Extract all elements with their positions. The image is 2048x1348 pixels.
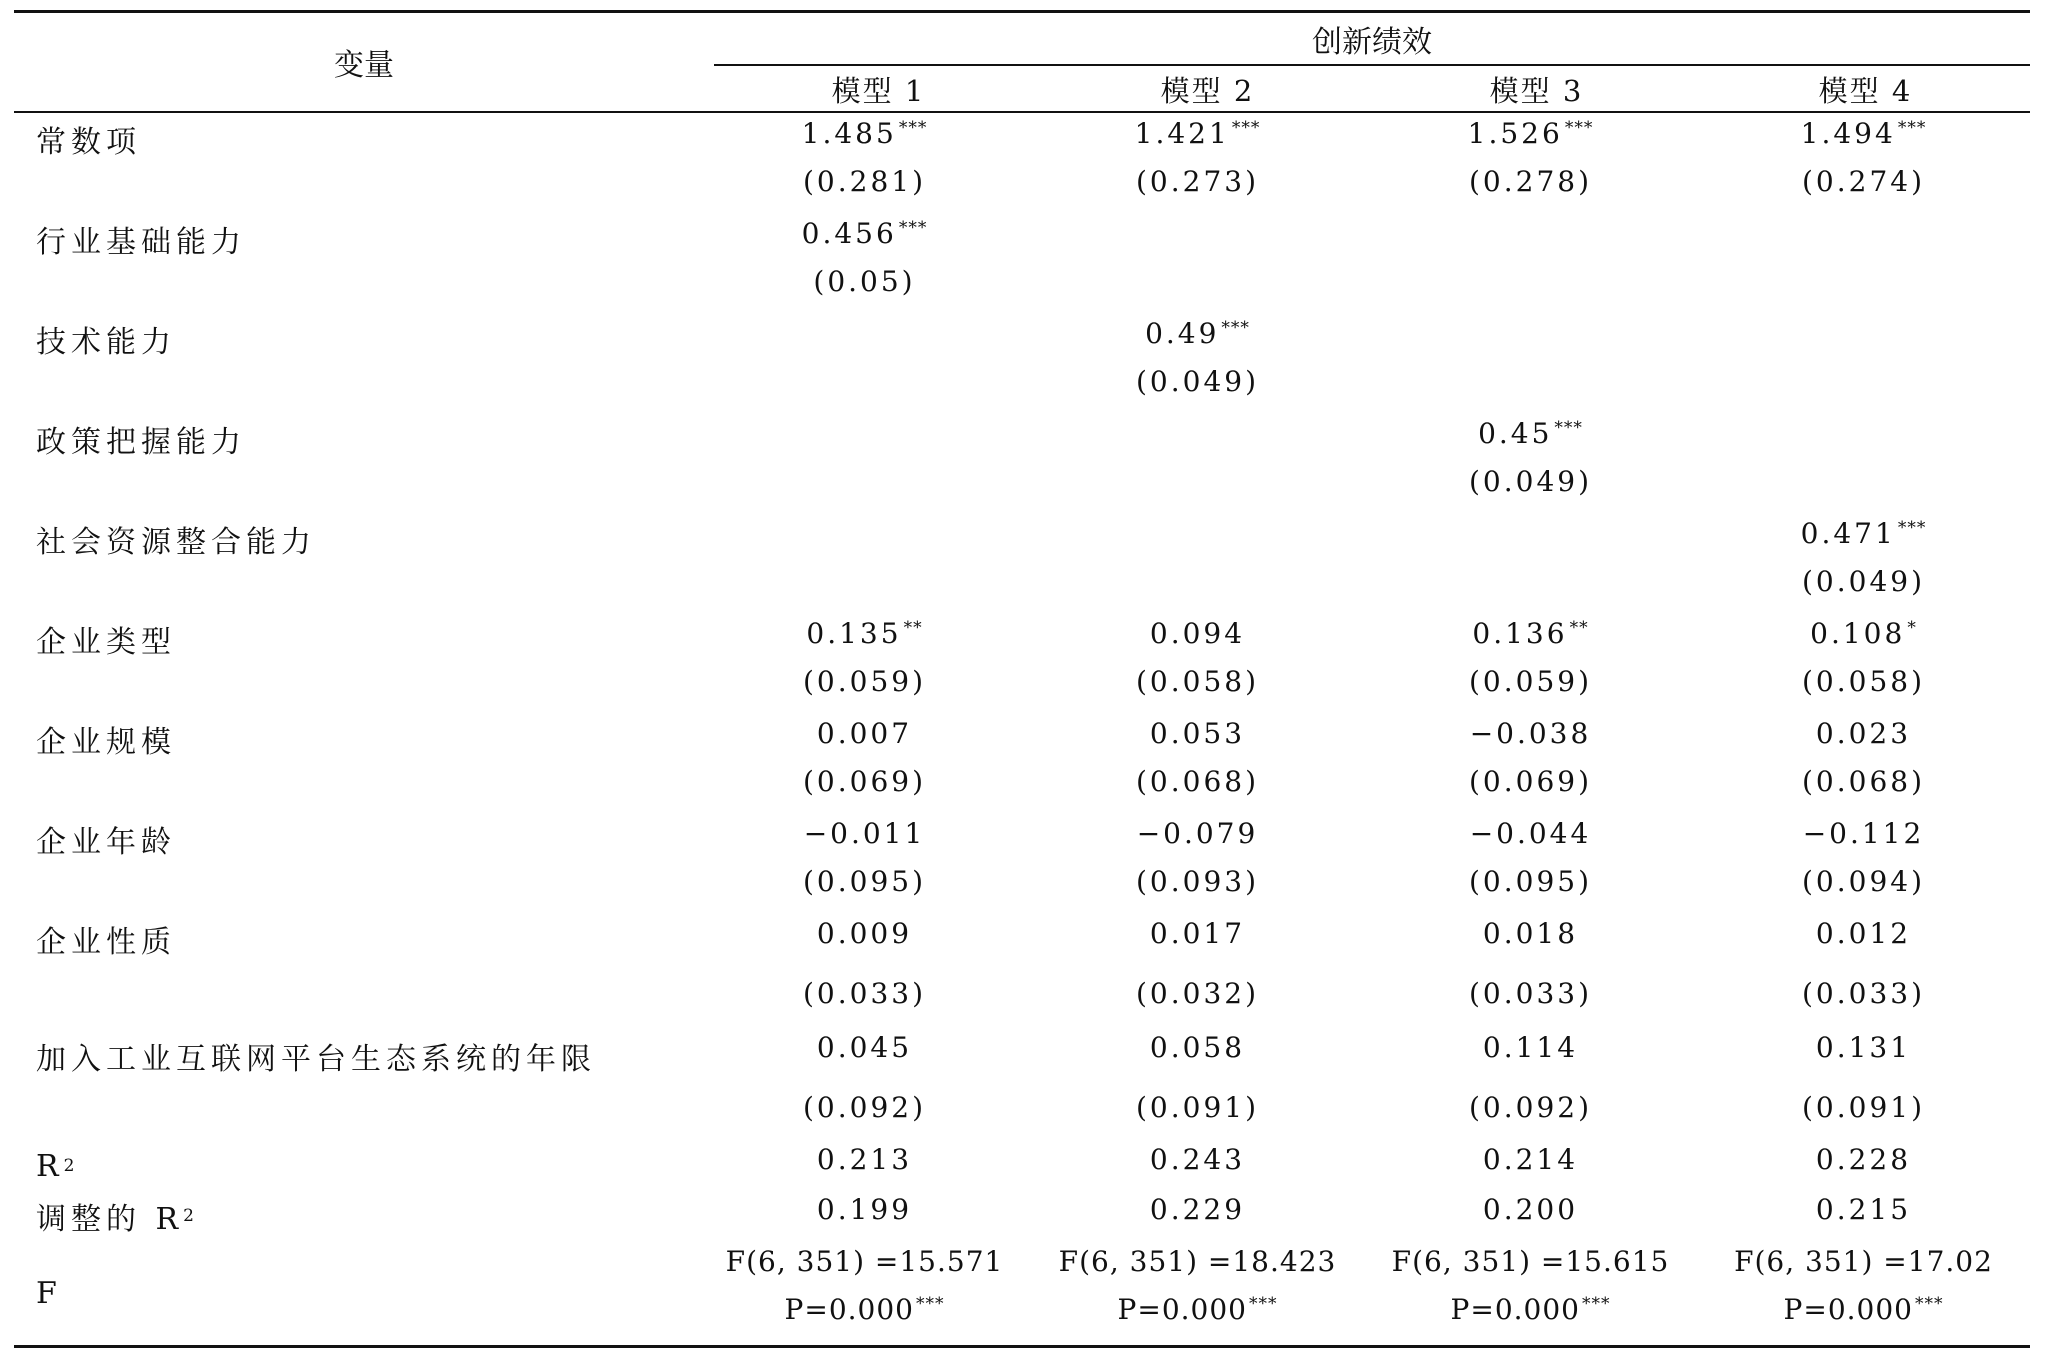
p-sig: *** [915,1293,945,1314]
model-2-cell [1031,213,1364,313]
coefficient [1031,717,1364,750]
standard-error: (0.095) [1468,865,1592,898]
standard-error: (0.049) [1801,565,1925,598]
group-rule [714,64,2030,66]
coefficient [1364,117,1697,150]
f-stat: F(6, 351) =18.423 [1058,1245,1337,1278]
significance-marker: * [1907,617,1917,638]
coefficient-value: 0.009 [816,917,913,950]
standard-error: (0.069) [1468,765,1592,798]
coefficient [698,717,1031,750]
f-stat: F(6, 351) =15.615 [1391,1245,1670,1278]
coefficient-value: 0.131 [1815,1031,1912,1064]
r2-value: 0.228 [1815,1143,1912,1176]
table-row [14,313,2030,413]
coefficient-value: −0.038 [1469,717,1592,750]
significance-marker: *** [1897,117,1927,138]
coefficient-value: 0.018 [1482,917,1579,950]
table-row [14,613,2030,713]
standard-error: (0.094) [1801,865,1925,898]
adj-r2-label [14,1191,698,1241]
model-3-cell [1364,1027,1697,1141]
model-3-cell [1364,113,1697,213]
p-sig: *** [1248,1293,1278,1314]
coefficient [1364,917,1697,950]
coefficient [698,817,1031,850]
model-2-cell [1031,313,1364,413]
model-3-cell [1364,513,1697,613]
coefficient [1697,717,2030,750]
row-label: 政策把握能力 [36,425,246,460]
p-value-text: P=0.000 [1450,1293,1580,1326]
coefficient [1031,617,1364,650]
model-3-cell [1364,413,1697,513]
standard-error: (0.095) [802,865,926,898]
standard-error: (0.278) [1468,165,1592,198]
coefficient-value: 0.45 [1478,417,1553,450]
significance-marker: *** [1564,117,1594,138]
f-stat: F(6, 351) =15.571 [725,1245,1004,1278]
model-3-header: 模型 3 [1489,74,1584,108]
adj-r2-row [14,1191,2030,1241]
coefficient-value: 0.136 [1472,617,1568,650]
coefficient-value: 1.485 [801,117,897,150]
model-3-cell [1364,913,1697,1027]
standard-error: (0.033) [802,977,926,1010]
model-4-cell [1697,1027,2030,1141]
coefficient [1364,1031,1697,1064]
significance-marker: *** [1897,517,1927,538]
model-1-cell [698,413,1031,513]
row-label: 技术能力 [36,325,176,360]
table-row [14,913,2030,1027]
coefficient [1364,417,1697,450]
coefficient-value: 0.012 [1815,917,1912,950]
standard-error: (0.092) [1468,1091,1592,1124]
p-value-text: P=0.000 [1783,1293,1913,1326]
coefficient [1697,117,2030,150]
row-label: 行业基础能力 [36,225,246,260]
coefficient-value: 0.108 [1810,617,1906,650]
model-3-cell [1364,313,1697,413]
significance-marker: *** [1554,417,1583,438]
coefficient [1031,1031,1364,1064]
row-label: 企业性质 [36,925,176,960]
table-row [14,1027,2030,1141]
coefficient-value: 0.114 [1482,1031,1579,1064]
coefficient [698,617,1031,650]
row-label: 社会资源整合能力 [36,525,316,560]
p-sig: *** [1914,1293,1944,1314]
model-3-cell [1364,813,1697,913]
standard-error: (0.032) [1135,977,1259,1010]
coefficient [1031,317,1364,350]
coefficient-value: −0.112 [1802,817,1925,850]
coefficient [1031,917,1364,950]
coefficient-value: 1.421 [1134,117,1230,150]
coefficient-value: 1.494 [1800,117,1896,150]
adj-r2-value: 0.200 [1482,1193,1579,1226]
coefficient [1697,617,2030,650]
table-header [14,13,2030,111]
model-2-cell [1031,713,1364,813]
table-body [14,113,2030,1141]
significance-marker: ** [1569,617,1589,638]
row-label: 加入工业互联网平台生态系统的年限 [36,1042,596,1077]
model-4-cell [1697,713,2030,813]
p-value [698,1293,1031,1326]
model-1-cell [698,213,1031,313]
r2-row [14,1141,2030,1191]
row-label: 企业类型 [36,625,176,660]
significance-marker: *** [898,217,928,238]
standard-error: (0.059) [1468,665,1592,698]
coefficient-value: 0.471 [1800,517,1896,550]
f-label: F [36,1275,62,1311]
model-4-cell [1697,513,2030,613]
coefficient [698,217,1031,250]
model-3-cell [1364,713,1697,813]
coefficient-value: 0.007 [816,717,913,750]
coefficient-value: −0.079 [1136,817,1259,850]
adj-r2-value: 0.229 [1149,1193,1246,1226]
f-stat: F(6, 351) =17.02 [1734,1245,1993,1278]
model-2-cell [1031,513,1364,613]
model-4-cell [1697,913,2030,1027]
standard-error: (0.058) [1135,665,1259,698]
r2-value: 0.214 [1482,1143,1579,1176]
coefficient-value: 0.017 [1149,917,1246,950]
r2-label-text: R [36,1148,64,1184]
standard-error: (0.091) [1801,1091,1925,1124]
model-2-cell [1031,613,1364,713]
model-3-cell [1364,213,1697,313]
p-sig: *** [1581,1293,1611,1314]
standard-error: (0.068) [1801,765,1925,798]
coefficient-value: −0.011 [803,817,926,850]
coefficient-value: 0.023 [1815,717,1912,750]
coefficient [1031,117,1364,150]
model-2-cell [1031,913,1364,1027]
coefficient-value: 1.526 [1467,117,1563,150]
p-value-text: P=0.000 [1117,1293,1247,1326]
regression-table [14,10,2030,1348]
variable-header: 变量 [334,48,394,83]
model-3-cell [1364,613,1697,713]
coefficient [1697,517,2030,550]
model-2-cell [1031,413,1364,513]
table-row [14,513,2030,613]
standard-error: (0.091) [1135,1091,1259,1124]
f-row [14,1241,2030,1345]
coefficient-value: −0.044 [1469,817,1592,850]
significance-marker: *** [898,117,928,138]
table-row [14,113,2030,213]
r2-value: 0.213 [816,1143,913,1176]
p-value [1364,1293,1697,1326]
coefficient-value: 0.49 [1145,317,1220,350]
standard-error: (0.058) [1801,665,1925,698]
table-row [14,813,2030,913]
p-value-text: P=0.000 [784,1293,914,1326]
coefficient [1364,717,1697,750]
significance-marker: ** [903,617,923,638]
model-2-cell [1031,1027,1364,1141]
p-value [1697,1293,2030,1326]
coefficient [1031,817,1364,850]
model-2-cell [1031,813,1364,913]
standard-error: (0.05) [813,265,916,298]
coefficient-value: 0.135 [806,617,902,650]
model-1-cell [698,313,1031,413]
coefficient [1364,617,1697,650]
standard-error: (0.033) [1801,977,1925,1010]
r2-label-sup: 2 [63,1156,80,1176]
standard-error: (0.059) [802,665,926,698]
coefficient-value: 0.045 [816,1031,913,1064]
model-2-header: 模型 2 [1160,74,1255,108]
r2-value: 0.243 [1149,1143,1246,1176]
coefficient [1697,817,2030,850]
coefficient [1364,817,1697,850]
model-4-cell [1697,413,2030,513]
model-4-cell [1697,213,2030,313]
model-headers [714,68,2030,111]
standard-error: (0.281) [802,165,926,198]
table-row [14,413,2030,513]
row-label: 常数项 [36,125,141,160]
standard-error: (0.049) [1468,465,1592,498]
model-1-cell [698,513,1031,613]
model-1-cell [698,913,1031,1027]
model-1-header: 模型 1 [831,74,926,108]
model-4-header: 模型 4 [1818,74,1913,108]
coefficient-value: 0.094 [1149,617,1246,650]
coefficient [1697,917,2030,950]
model-2-cell [1031,113,1364,213]
coefficient [698,1031,1031,1064]
adj-r2-label-text: 调整的 R [36,1202,184,1237]
coefficient-value: 0.053 [1149,717,1246,750]
r2-label [14,1141,698,1191]
model-1-cell [698,113,1031,213]
coefficient [1697,1031,2030,1064]
coefficient [698,917,1031,950]
standard-error: (0.092) [802,1091,926,1124]
p-value [1031,1293,1364,1326]
row-label: 企业规模 [36,725,176,760]
coefficient-value: 0.456 [801,217,897,250]
group-header: 创新绩效 [1312,25,1432,60]
significance-marker: *** [1221,317,1250,338]
model-1-cell [698,1027,1031,1141]
model-4-cell [1697,313,2030,413]
standard-error: (0.049) [1135,365,1259,398]
coefficient [698,117,1031,150]
adj-r2-value: 0.199 [816,1193,913,1226]
coefficient-value: 0.058 [1149,1031,1246,1064]
standard-error: (0.069) [802,765,926,798]
adj-r2-value: 0.215 [1815,1193,1912,1226]
model-4-cell [1697,113,2030,213]
standard-error: (0.273) [1135,165,1259,198]
model-1-cell [698,813,1031,913]
standard-error: (0.033) [1468,977,1592,1010]
adj-r2-label-sup: 2 [183,1206,199,1226]
model-1-cell [698,713,1031,813]
standard-error: (0.093) [1135,865,1259,898]
standard-error: (0.068) [1135,765,1259,798]
model-4-cell [1697,613,2030,713]
table-row [14,213,2030,313]
significance-marker: *** [1231,117,1261,138]
model-4-cell [1697,813,2030,913]
standard-error: (0.274) [1801,165,1925,198]
row-label: 企业年龄 [36,825,176,860]
model-1-cell [698,613,1031,713]
table-row [14,713,2030,813]
